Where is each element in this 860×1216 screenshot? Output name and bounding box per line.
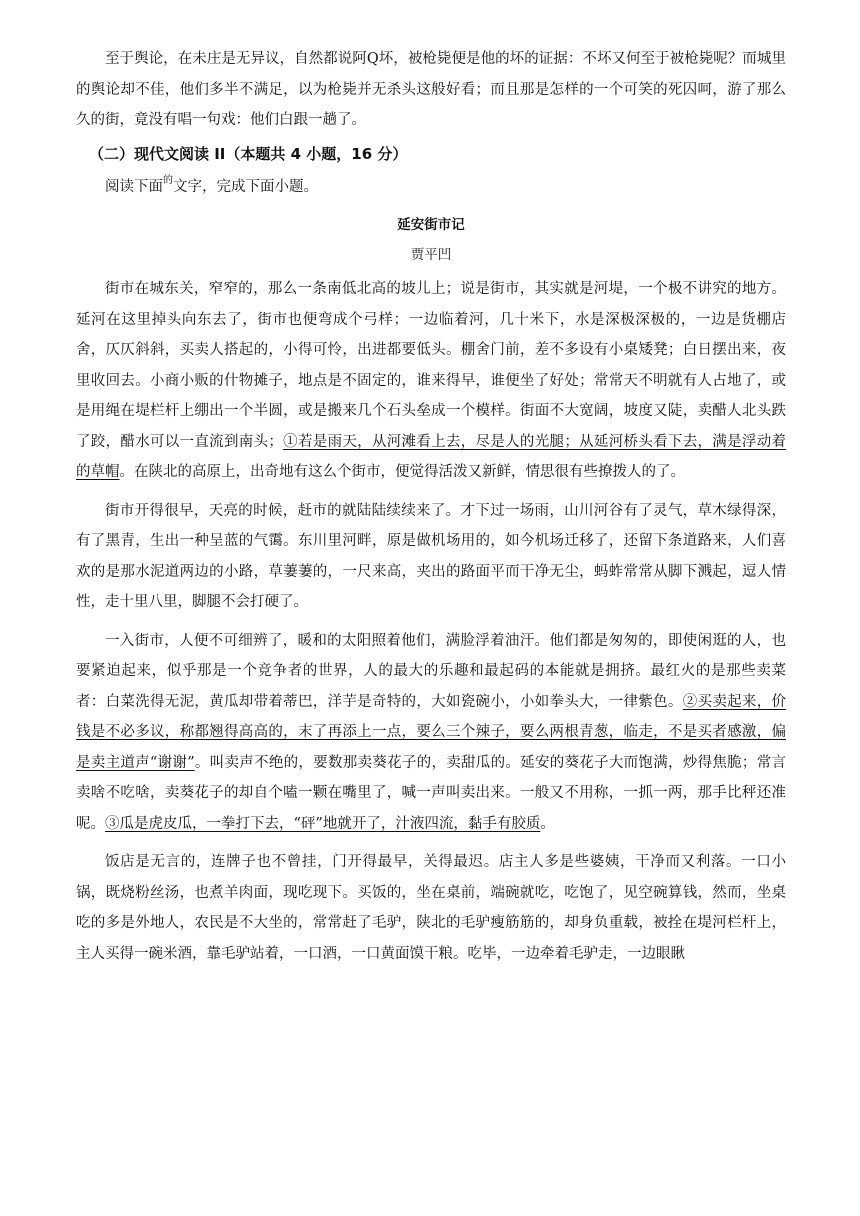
reading-instruction: [76, 172, 786, 203]
section-heading: （二）现代文阅读 II（本题共 4 小题，16 分）: [89, 144, 408, 163]
underlined-sentence-2: ②买卖起来，价钱是不必多议，称都翘得高高的，末了再添上一点，要么三个辣子，要么两根青葱，临走，不是买者感激，偏是卖主道声“谢谢”: [76, 693, 787, 771]
instruction-text-before: 阅读下面: [105, 178, 163, 195]
paragraph-3-text-a: 一入街市，人便不可细辨了，暖和的太阳照着他们，满脸浮着油汗。他们都是匆匆的，即使闲逛的人，也要紧迫起来，似乎那是一个竞争者的世界，人的最大的乐趣和最起码的本能就是拥挤。最红火的是那些卖菜者：白菜洗得无泥，黄瓜却带着蒂巴，洋芋是奇特的，大如瓷碗小，小如拳头大，一律紫色。: [76, 632, 786, 710]
paragraph-3-text-b: 。叫卖声不绝的，要数那卖葵花子的，卖甜瓜的。延安的葵花子大而饱满，炒得焦脆；常言卖啥不吃啥，卖葵花子的却自个嗑一颗在嘴里了，喊一声叫卖出来。一般又不用称，一抓一两，那手比秤还准呢。: [76, 754, 786, 832]
article-author: 贾平凹: [410, 247, 452, 263]
exam-page: [76, 44, 786, 969]
article-title: 延安街市记: [397, 217, 465, 233]
instruction-superscript: 的: [163, 174, 173, 186]
paragraph-1-text-a: 街市在城东关，窄窄的，那么一条南低北高的坡儿上；说是街市，其实就是河堤，一个极不讲究的地方。延河在这里掉头向东去了，街市也便弯成个弓样；一边临着河，几十米下，水是深极深极的，一边是货棚店舍，仄仄斜斜，买卖人搭起的，小得可怜，出进都要低头。棚舍门前，差不多设有小桌矮凳；白日摆出来，夜里收回去。小商小贩的什物摊子，地点是不固定的，谁来得早，谁便坐了好处；常常天不明就有人占地了，或是用绳在堤栏杆上绷出一个半圆，或是搬来几个石头垒成一个模样。街面不大宽阔，坡度又陡，卖醋人北头跌了跤，醋水可以一直流到南头；: [76, 281, 786, 450]
article-paragraph-4: 饭店是无言的，连牌子也不曾挂，门开得最早，关得最迟。店主人多是些婆姨，干净而又利落。一口小锅，既烧粉丝汤，也煮羊肉面，现吃现下。买饭的，坐在桌前，端碗就吃，吃饱了，见空碗算钱，然而，坐桌吃的多是外地人，农民是不大坐的，常常赶了毛驴，陕北的毛驴瘦筋筋的，却身负重载，被拴在堤河栏杆上，主人买得一碗米酒，靠毛驴站着，一口酒，一口黄面馍干粮。吃毕，一边牵着毛驴走，一边眼瞅: [76, 854, 786, 962]
underlined-sentence-3: ③瓜是虎皮瓜，一拳打下去，“砰”地就开了，汁液四流，黏手有胶质: [105, 815, 541, 832]
paragraph-3-text-c: 。: [540, 815, 555, 832]
article-paragraph-3: [76, 626, 786, 840]
underlined-sentence-1: ①若是雨天，从河滩看上去，尽是人的光腿；从延河桥头看下去，满是浮动着的草帽: [76, 433, 786, 480]
instruction-text-after: 文字，完成下面小题。: [173, 178, 318, 195]
article-paragraph-2: 街市开得很早，天亮的时候，赶市的就陆陆续续来了。才下过一场雨，山川河谷有了灵气，草木绿得深，有了黑青，生出一种呈蓝的气霭。东川里河畔，原是做机场用的，如今机场迁移了，还留下条道路来，人们喜欢的是那水泥道两边的小路，草萋萋的，一尺来高，夹出的路面平而干净无尘，蚂蚱常常从脚下溅起，逗人情性，走十里八里，脚腿不会打硬了。: [76, 502, 786, 610]
article-paragraph-1: [76, 274, 786, 488]
previous-passage-paragraph: 至于舆论，在未庄是无异议，自然都说阿Q坏，被枪毙便是他的坏的证据：不坏又何至于被枪毙呢？而城里的舆论却不佳，他们多半不满足，以为枪毙并无杀头这般好看；而且那是怎样的一个可笑的死囚呵，游了那么久的街，竟没有唱一句戏：他们白跟一趟了。: [76, 51, 786, 128]
paragraph-1-text-b: 。在陕北的高原上，出奇地有这么个街市，便觉得活泼又新鲜，情思很有些撩拨人的了。: [119, 464, 685, 480]
